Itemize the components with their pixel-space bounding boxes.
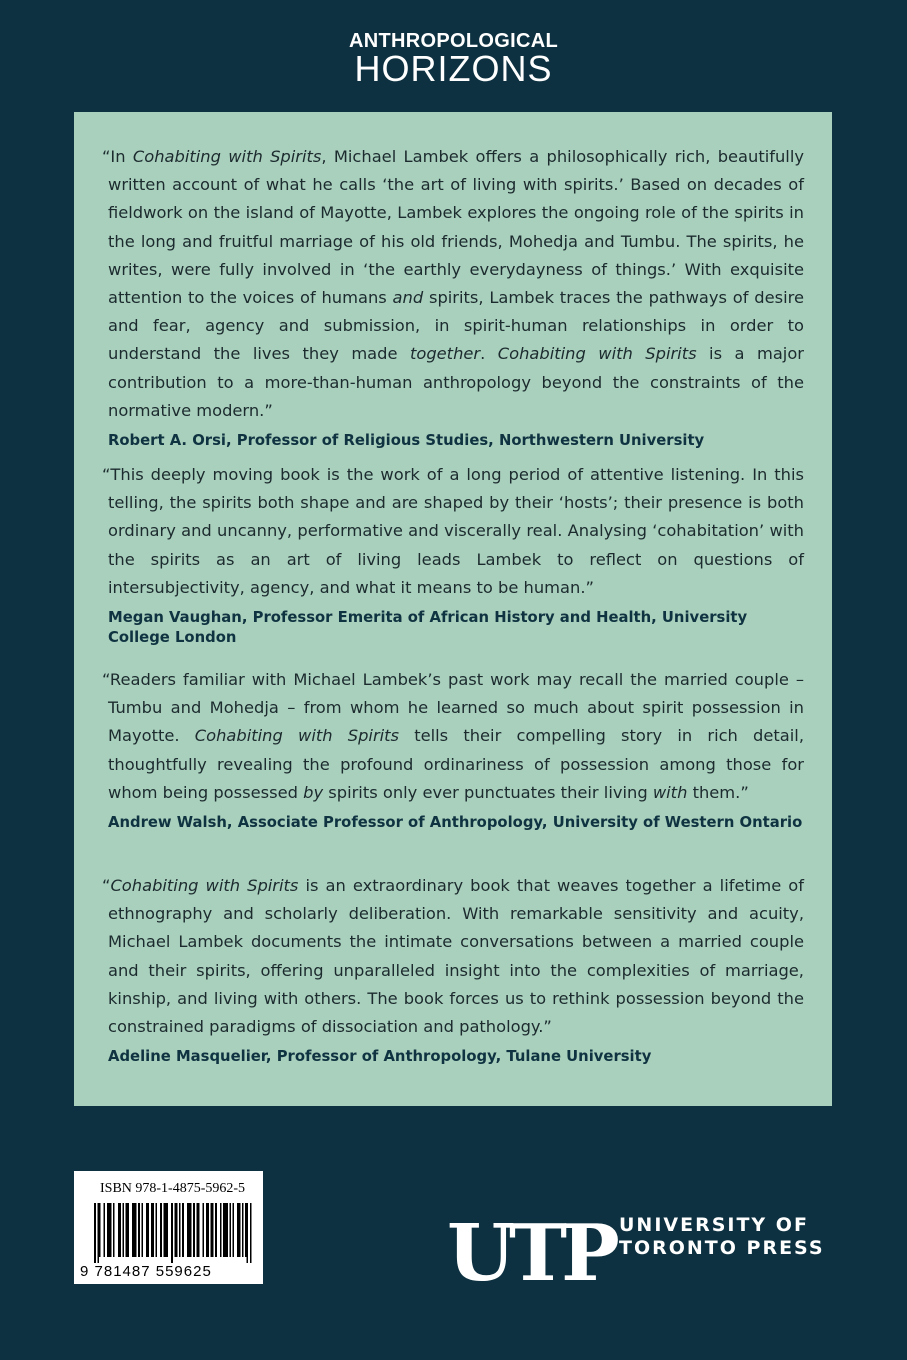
barcode-bar (247, 1203, 249, 1263)
blurb-quote: “Cohabiting with Spirits is an extraordinary book that weaves together a lifetime of ethnography and scholarly deliberation. With remarkable sensitivity and acuity, Michael Lambek documents the intimate conversations between a married couple and their spirits, offering unparalleled insight into the complexities of marriage, kinship, and living with others. The book forces us to rethink possession beyond the constrained paradigms of dissociation and pathology.” (102, 876, 804, 1037)
barcode-digits: 9 781487 559625 (80, 1263, 212, 1280)
barcode-bar (187, 1203, 189, 1257)
series-title-line2: HORIZONS (354, 48, 553, 89)
barcode-bar (250, 1203, 252, 1263)
barcode-bar (138, 1203, 140, 1257)
blurb-attribution: Adeline Masquelier, Professor of Anthropology, Tulane University (108, 1048, 652, 1066)
barcode-bar (113, 1203, 115, 1257)
barcode-bar (123, 1203, 125, 1257)
barcode-bar (104, 1203, 106, 1257)
barcode-bar (146, 1203, 148, 1257)
publisher-name (619, 1214, 825, 1260)
barcode-bar (94, 1203, 96, 1263)
barcode-bar (242, 1203, 244, 1257)
barcode-bar (220, 1203, 222, 1257)
barcode-bar (223, 1203, 225, 1257)
barcode-bar (135, 1203, 137, 1257)
barcode-bar (208, 1203, 210, 1257)
barcode-bar (239, 1203, 241, 1257)
barcode-bar (193, 1203, 195, 1257)
barcode-bar (107, 1203, 109, 1257)
barcode-bar (118, 1203, 120, 1257)
blurb-4 (102, 872, 804, 1067)
publisher-name-line2: TORONTO PRESS (619, 1237, 825, 1259)
barcode-bar (164, 1203, 166, 1257)
series-title (0, 30, 907, 89)
barcode-bar (233, 1203, 235, 1257)
isbn-label: ISBN 978-1-4875-5962-5 (100, 1181, 246, 1196)
series-title-line1: ANTHROPOLOGICAL (349, 30, 558, 52)
barcode-bar (212, 1203, 214, 1257)
barcode-bar (127, 1203, 129, 1257)
barcode-bar (226, 1203, 228, 1257)
barcode-bar (98, 1203, 100, 1263)
blurb-attribution: Andrew Walsh, Associate Professor of Anthropology, University of Western Ontario (108, 814, 803, 832)
barcode-bar (134, 1203, 136, 1257)
barcode-bar (153, 1203, 155, 1257)
blurb-attribution: Megan Vaughan, Professor Emerita of African History and Health, University College London (108, 609, 748, 647)
barcode-bar (110, 1203, 112, 1257)
blurb-quote: “This deeply moving book is the work of a long period of attentive listening. In this telling, the spirits both shape and are shaped by their ‘hosts’; their presence is both ordinary and uncanny, performative and viscerally real. Analysing ‘cohabitation’ with the spirits as an art of living leads Lambek to reflect on questions of intersubjectivity, agency, and what it means to be human.” (102, 465, 804, 597)
utp-logo-text: UTP (447, 1208, 614, 1299)
barcode-bar (190, 1203, 192, 1257)
barcode-bar (230, 1203, 232, 1257)
barcode-bar (151, 1203, 153, 1257)
barcode-bar (237, 1203, 239, 1257)
barcode-bar (245, 1203, 247, 1257)
blurb-3 (102, 666, 804, 833)
barcode-bar (211, 1203, 213, 1257)
blurb-1 (102, 143, 804, 451)
barcode-bar (189, 1203, 191, 1257)
blurb-attribution: Robert A. Orsi, Professor of Religious Studies, Northwestern University (108, 432, 705, 450)
barcode-bar (175, 1203, 177, 1257)
barcode-bar (109, 1203, 111, 1257)
blurb-panel (74, 112, 832, 1106)
blurb-2 (102, 461, 804, 648)
barcode-bar (215, 1203, 217, 1257)
blurb-quote: “In Cohabiting with Spirits, Michael Lambek offers a philosophically rich, beautifully written account of what he calls ‘the art of living with spirits.’ Based on decades of fieldwork on the island of Mayotte, Lambek explores the ongoing role of the spirits in the long and fruitful marriage of his old friends, Mohedja and Tumbu. The spirits, he writes, were fully involved in ‘the earthly everydayness of things.’ With exquisite attention to the voices of humans and spirits, Lambek traces the pathways of desire and fear, agency and submission, in spirit-human relationships in order to understand the lives they made together. Cohabiting with Spirits is a major contribution to a more-than-human anthropology beyond the constraints of the normative modern.” (102, 147, 804, 420)
barcode-bar (165, 1203, 167, 1257)
barcode-bar (197, 1203, 199, 1257)
barcode-bars (94, 1203, 249, 1263)
barcode-bar (142, 1203, 144, 1257)
barcode-bar (99, 1203, 101, 1257)
barcode-bar (171, 1203, 173, 1263)
barcode-bar (198, 1203, 200, 1257)
barcode-bar (156, 1203, 158, 1257)
barcode-bar (203, 1203, 205, 1257)
barcode-bar (160, 1203, 162, 1257)
utp-logo-icon (447, 1208, 614, 1299)
barcode-bar (225, 1203, 227, 1257)
barcode-bar (126, 1203, 128, 1257)
barcode-bar (132, 1203, 134, 1257)
barcode-bar (176, 1203, 178, 1257)
publisher-name-line1: UNIVERSITY OF (619, 1214, 809, 1236)
barcode-bar (179, 1203, 181, 1257)
barcode-bar (148, 1203, 150, 1257)
barcode-bar (120, 1203, 122, 1257)
blurb-quote: “Readers familiar with Michael Lambek’s past work may recall the married couple – Tumbu and Mohedja – from whom he learned so much about spirit possession in Mayotte. Cohabiting with Spirits tells their compelling story in rich detail, thoughtfully revealing the profound ordinariness of possession among those for whom being possessed by spirits only ever punctuates their living with them.” (102, 670, 804, 802)
isbn-barcode (74, 1171, 263, 1284)
barcode-bar (206, 1203, 208, 1257)
barcode-bar (182, 1203, 184, 1257)
barcode-bar (167, 1203, 169, 1257)
